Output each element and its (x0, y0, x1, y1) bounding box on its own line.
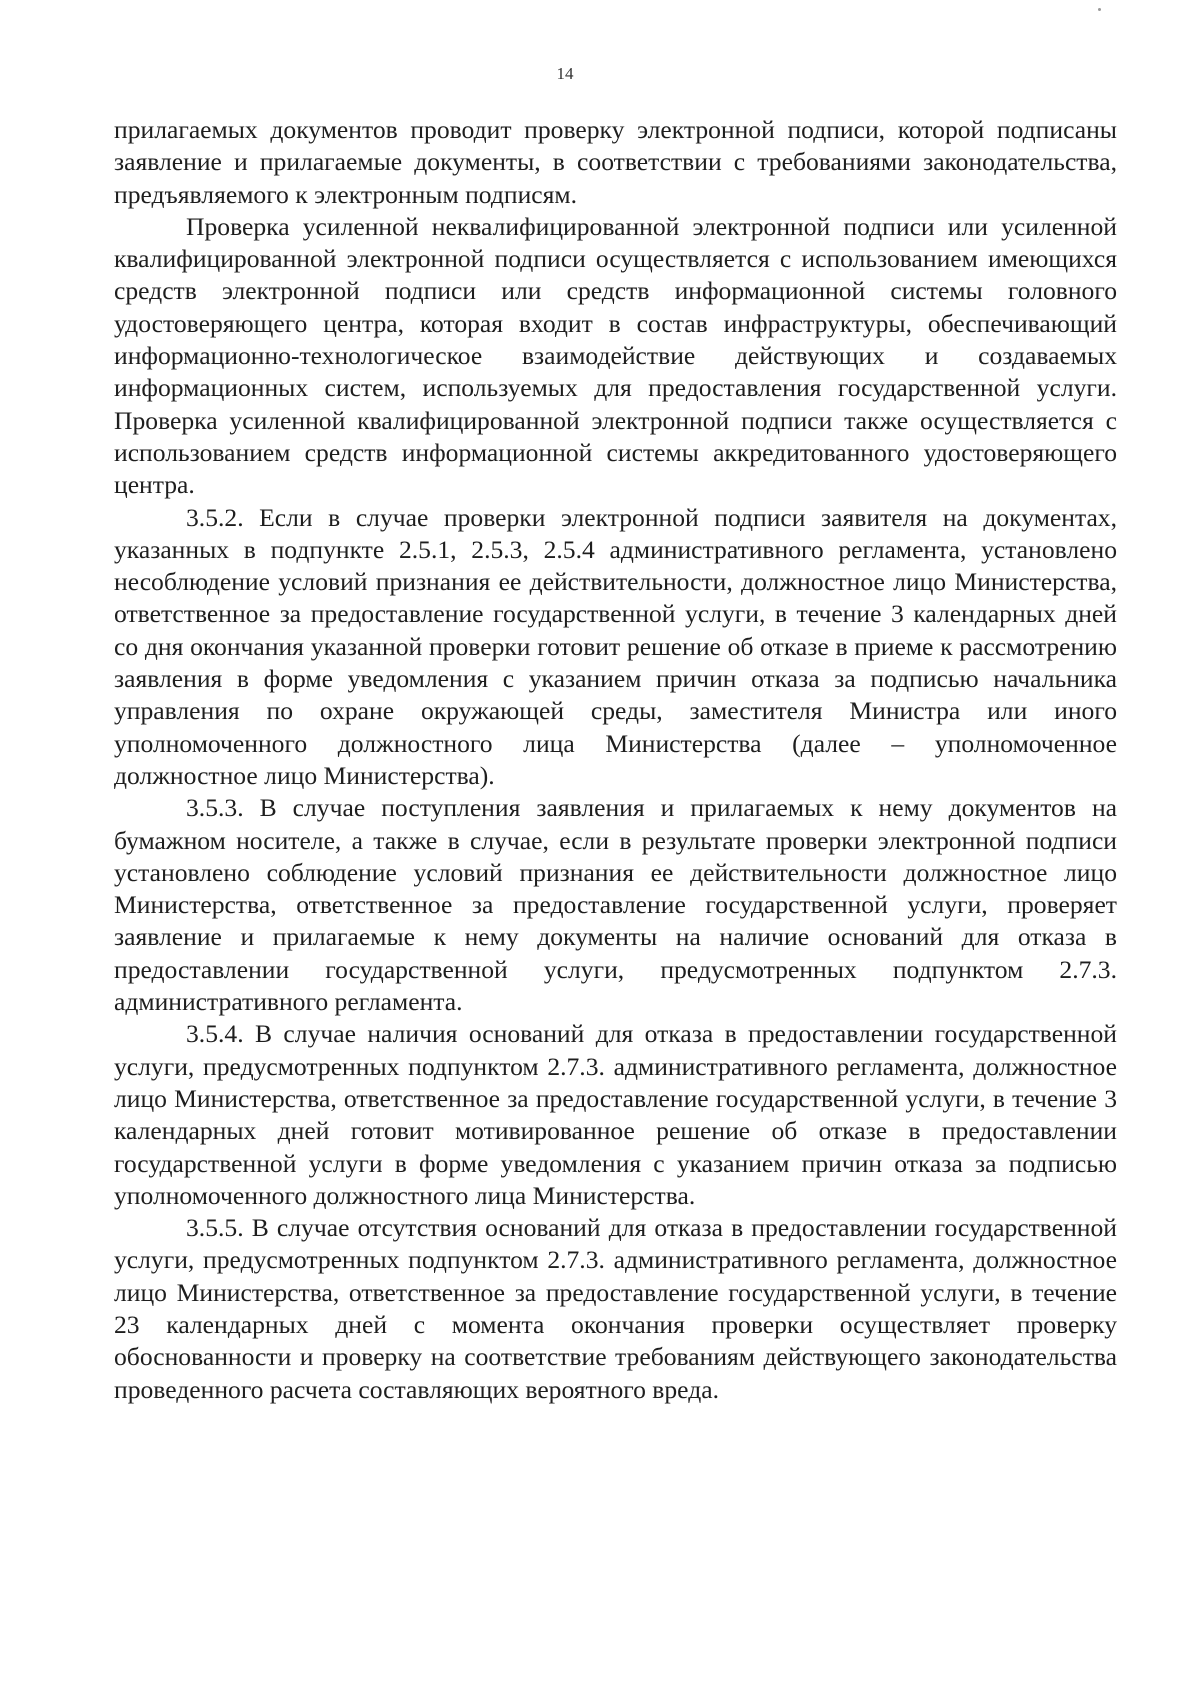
paragraph-continuation: прилагаемых документов проводит проверку электронной подписи, которой подписаны заявление и прилагаемые документы, в соответствии с требованиями законодательства, предъявляемого к электронным подписям. (114, 115, 1117, 209)
page-number: 14 (556, 64, 574, 83)
paragraph-3-5-3: 3.5.3. В случае поступления заявления и прилагаемых к нему документов на бумажном носителе, а также в случае, если в результате проверки электронной подписи установлено соблюдение условий признания ее действительности должностное лицо Министерства, ответственное за предоставление государственной услуги, проверяет заявление и прилагаемые к нему документы на наличие оснований для отказа в предоставлении государственной услуги, предусмотренных подпунктом 2.7.3. административного регламента. (114, 793, 1117, 1017)
paragraph-3-5-2: 3.5.2. Если в случае проверки электронной подписи заявителя на документах, указанных в подпункте 2.5.1, 2.5.3, 2.5.4 административного регламента, установлено несоблюдение условий признания ее действительности, должностное лицо Министерства, ответственное за предоставление государственной услуги, в течение 3 календарных дней со дня окончания указанной проверки готовит решение об отказе в приеме к рассмотрению заявления в форме уведомления с указанием причин отказа за подписью начальника управления по охране окружающей среды, заместителя Министра или иного уполномоченного должностного лица Министерства (далее – уполномоченное должностное лицо Министерства). (114, 502, 1117, 790)
scan-speck (1098, 8, 1101, 11)
paragraph-3-5-4: 3.5.4. В случае наличия оснований для отказа в предоставлении государственной услуги, предусмотренных подпунктом 2.7.3. административного регламента, должностное лицо Министерства, ответственное за предоставление государственной услуги, в течение 3 календарных дней готовит мотивированное решение об отказе в предоставлении государственной услуги в форме уведомления с указанием причин отказа за подписью уполномоченного должностного лица Министерства. (114, 1019, 1117, 1210)
paragraph-3-5-5: 3.5.5. В случае отсутствия оснований для отказа в предоставлении государственной услуги, предусмотренных подпунктом 2.7.3. административного регламента, должностное лицо Министерства, ответственное за предоставление государственной услуги, в течение 23 календарных дней с момента окончания проверки осуществляет проверку обоснованности и проверку на соответствие требованиям действующего законодательства проведенного расчета составляющих вероятного вреда. (114, 1213, 1117, 1404)
document-body (114, 114, 1117, 1406)
paragraph-signature-verification: Проверка усиленной неквалифицированной электронной подписи или усиленной квалифицированной электронной подписи осуществляется с использованием имеющихся средств электронной подписи или средств информационной системы головного удостоверяющего центра, которая входит в состав инфраструктуры, обеспечивающий информационно-технологическое взаимодействие действующих и создаваемых информационных систем, используемых для предоставления государственной услуги. Проверка усиленной квалифицированной электронной подписи также осуществляется с использованием средств информационной системы аккредитованного удостоверяющего центра. (114, 211, 1117, 500)
